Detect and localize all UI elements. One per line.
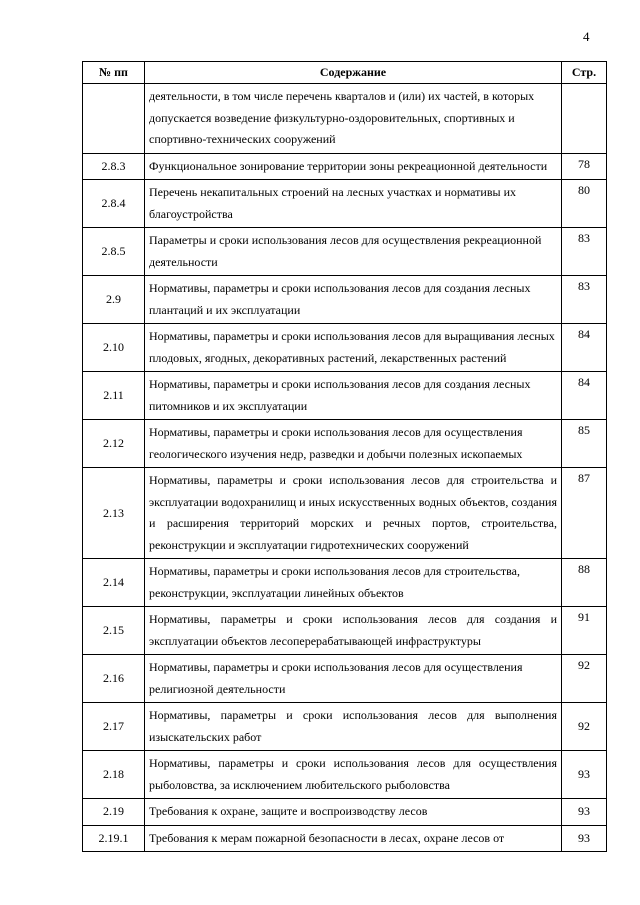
- table-row: [83, 372, 607, 420]
- row-number: 2.8.4: [83, 180, 145, 228]
- row-number: [83, 84, 145, 154]
- row-title: Нормативы, параметры и сроки использования лесов для создания и эксплуатации объектов лесоперерабатывающей инфраструктуры: [145, 607, 562, 655]
- row-number: 2.15: [83, 607, 145, 655]
- table-row: [83, 751, 607, 799]
- row-page: 91: [562, 607, 607, 655]
- table-row: [83, 420, 607, 468]
- row-number: 2.18: [83, 751, 145, 799]
- row-page: 87: [562, 468, 607, 559]
- row-page: 83: [562, 276, 607, 324]
- row-number: 2.12: [83, 420, 145, 468]
- row-page: 85: [562, 420, 607, 468]
- table-of-contents: [82, 61, 607, 852]
- row-page: 93: [562, 751, 607, 799]
- table-header-row: [83, 62, 607, 84]
- row-number: 2.19.1: [83, 825, 145, 852]
- row-page: 84: [562, 324, 607, 372]
- row-title: Требования к охране, защите и воспроизводству лесов: [145, 799, 562, 826]
- row-page: 78: [562, 153, 607, 180]
- header-page: Стр.: [562, 62, 607, 84]
- table-row: [83, 825, 607, 852]
- row-page: 92: [562, 655, 607, 703]
- row-title: Нормативы, параметры и сроки использования лесов для осуществления геологического изучения недр, разведки и добычи полезных ископаемых: [145, 420, 562, 468]
- row-title: Нормативы, параметры и сроки использования лесов для осуществления рыболовства, за исключением любительского рыболовства: [145, 751, 562, 799]
- row-page: [562, 84, 607, 154]
- row-title: Параметры и сроки использования лесов для осуществления рекреационной деятельности: [145, 228, 562, 276]
- table-row: [83, 228, 607, 276]
- table-row: [83, 703, 607, 751]
- table-row: [83, 799, 607, 826]
- page-number: 4: [583, 29, 590, 44]
- row-page: 80: [562, 180, 607, 228]
- row-page: 93: [562, 799, 607, 826]
- row-title: Нормативы, параметры и сроки использования лесов для создания лесных питомников и их эксплуатации: [145, 372, 562, 420]
- row-number: 2.19: [83, 799, 145, 826]
- row-number: 2.8.5: [83, 228, 145, 276]
- row-number: 2.11: [83, 372, 145, 420]
- row-number: 2.16: [83, 655, 145, 703]
- row-page: 93: [562, 825, 607, 852]
- header-content: Содержание: [145, 62, 562, 84]
- row-title: Нормативы, параметры и сроки использования лесов для строительства, реконструкции, эксплуатации линейных объектов: [145, 559, 562, 607]
- table-row: [83, 607, 607, 655]
- row-title: Нормативы, параметры и сроки использования лесов для создания лесных плантаций и их эксплуатации: [145, 276, 562, 324]
- row-page: 92: [562, 703, 607, 751]
- row-title: Нормативы, параметры и сроки использования лесов для выполнения изыскательских работ: [145, 703, 562, 751]
- row-title: Требования к мерам пожарной безопасности в лесах, охране лесов от: [145, 825, 562, 852]
- table-row: [83, 468, 607, 559]
- table-row: [83, 153, 607, 180]
- row-title: Нормативы, параметры и сроки использования лесов для строительства и эксплуатации водохранилищ и иных искусственных водных объектов, создания и расширения территорий морских и речных портов, строительства, реконструкции и эксплуатации гидротехнических сооружений: [145, 468, 562, 559]
- table-row: [83, 655, 607, 703]
- row-page: 83: [562, 228, 607, 276]
- row-number: 2.9: [83, 276, 145, 324]
- row-page: 84: [562, 372, 607, 420]
- row-number: 2.14: [83, 559, 145, 607]
- row-title: Нормативы, параметры и сроки использования лесов для осуществления религиозной деятельности: [145, 655, 562, 703]
- row-number: 2.13: [83, 468, 145, 559]
- row-title: Функциональное зонирование территории зоны рекреационной деятельности: [145, 153, 562, 180]
- row-title: деятельности, в том числе перечень кварталов и (или) их частей, в которых допускается возведение физкультурно-оздоровительных, спортивных и спортивно-технических сооружений: [145, 84, 562, 154]
- table-row: [83, 559, 607, 607]
- table-row: [83, 84, 607, 154]
- table-row: [83, 180, 607, 228]
- table-row: [83, 276, 607, 324]
- table-row: [83, 324, 607, 372]
- row-page: 88: [562, 559, 607, 607]
- row-number: 2.10: [83, 324, 145, 372]
- row-title: Перечень некапитальных строений на лесных участках и нормативы их благоустройства: [145, 180, 562, 228]
- row-number: 2.8.3: [83, 153, 145, 180]
- row-title: Нормативы, параметры и сроки использования лесов для выращивания лесных плодовых, ягодных, декоративных растений, лекарственных растений: [145, 324, 562, 372]
- header-number: № пп: [83, 62, 145, 84]
- row-number: 2.17: [83, 703, 145, 751]
